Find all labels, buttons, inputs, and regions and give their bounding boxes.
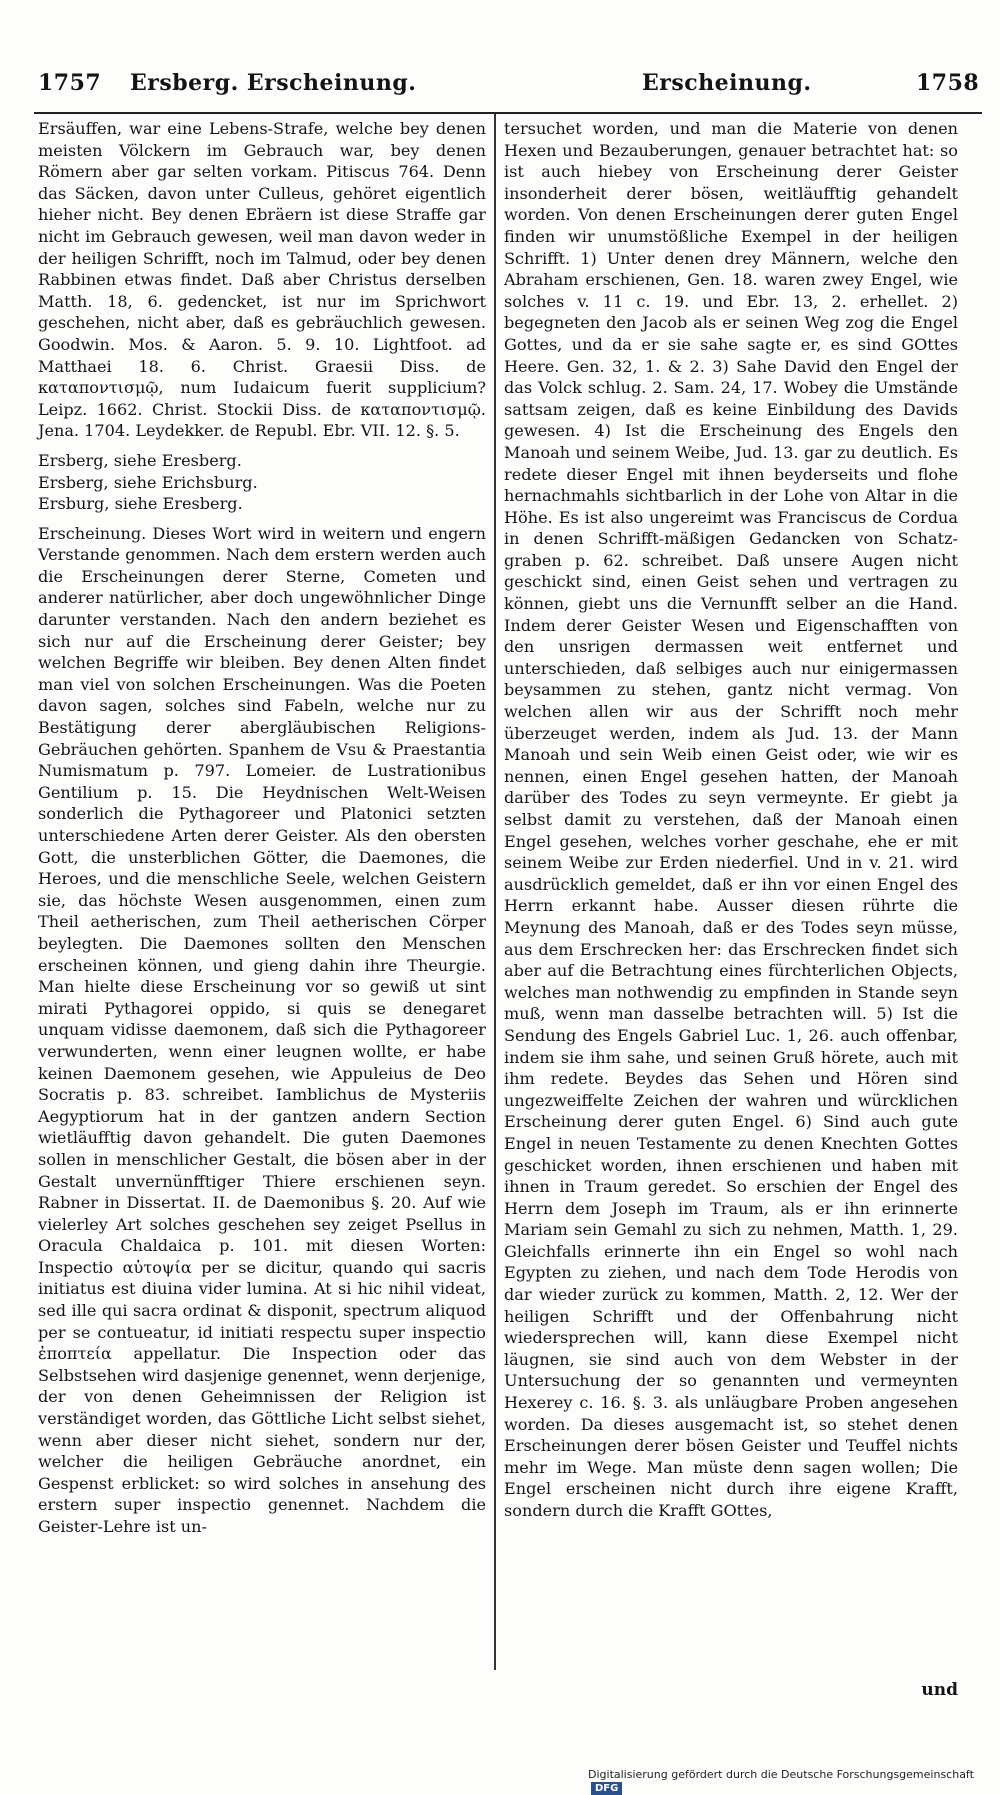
entry-erscheinung: Erscheinung. Dieses Wort wird in weitern und engern Verstande genommen. Nach dem erstern werden auch die Erscheinungen derer Sterne, Cometen und anderer natürlicher, aber doch ungewöhnlicher Dinge darunter verstanden. Nach den andern beziehet es sich nur auf die Erscheinung derer Geister; bey welchen Begriffe wir bleiben. Bey denen Alten findet man viel von solchen Erscheinungen. Was die Poeten davon sagen, solches sind Fabeln, welche nur zu Bestätigung derer abergläubischen Religions-Gebräuchen gehörten. Spanhem de Vsu & Praestantia Numismatum p. 797. Lomeier. de Lustrationibus Gentilium p. 15. Die Heydnischen Welt-Weisen sonderlich die Pythagoreer und Platonici setzten unterschiedene Arten derer Geister. Als den obersten Gott, die unsterblichen Götter, die Daemones, die Heroes, und die menschliche Seele, welchen Geistern sie, das höchste Wesen ausgenommen, einen zum Theil aetherischen, zum Theil aetherischen Cörper beylegten. Die Daemones sollten den Menschen erscheinen können, und gieng dahin ihre Theurgie. Man hielte diese Erscheinung vor so gewiß ut sint mirati Pythagorei oppido, si quis se denegaret unquam vidisse daemonem, daß sich die Pythagoreer verwunderten, wenn einer leugnen wollte, er habe keinen Daemonem gesehen, wie Appuleius de Deo Socratis p. 83. schreibet. Iamblichus de Mysteriis Aegyptiorum hat in der gantzen andern Section wietläufftig davon gehandelt. Die guten Daemones sollen in menschlicher Gestalt, die bösen aber in der Gestalt unvernünfftiger Thiere erschienen seyn. Rabner in Dissertat. II. de Daemonibus §. 20. Auf wie vielerley Art solches geschehen sey zeiget Psellus in Oracula Chaldaica p. 101. mit diesen Worten: Inspectio αὐτοψία per se dicitur, quando qui sacris initiatus est diuina vider lumina. At si hic nihil videat, sed ille qui sacra ordinat & disponit, spectrum aliquod per se contueatur, id initiati respectu super inspectio ἐποπτεία appellatur. Die Inspection oder das Selbstsehen wird dasjenige genennet, wenn derjenige, der von denen Geheimnissen der Religion ist verständiget worden, das Göttliche Licht selbst siehet, wenn aber dieser nicht siehet, sondern nur der, welcher die heiligen Gebräuche anordnet, ein Gespenst erblicket: so wird solches in ansehung des erstern super inspectio genennet. Nachdem die Geister-Lehre ist un-: [38, 523, 486, 1536]
footer-text: Digitalisierung gefördert durch die Deutsche Forschungsgemeinschaft: [588, 1768, 974, 1781]
dfg-logo: DFG: [591, 1782, 622, 1795]
entry-erscheinung-continued: tersuchet worden, und man die Materie von denen Hexen und Bezauberungen, genauer betrachtet hat: so ist auch hiebey von Erscheinung derer Geister insonderheit derer bösen, weitläufftig gehandelt worden. Von denen Erscheinungen derer guten Engel finden wir unumstößliche Exempel in der heiligen Schrifft. 1) Unter denen drey Männern, welche den Abraham erschienen, Gen. 18. waren zwey Engel, wie solches v. 11 c. 19. und Ebr. 13, 2. erhellet. 2) begegneten den Jacob als er seinen Weg zog die Engel Gottes, und da er sie sahe sagte er, es sind GOttes Heere. Gen. 32, 1. & 2. 3) Sahe David den Engel der das Volck schlug. 2. Sam. 24, 17. Wobey die Umstände sattsam zeigen, daß es keine Einbildung des Davids gewesen. 4) Ist die Erscheinung des Engels den Manoah und seinem Weibe, Jud. 13. gar zu deutlich. Es redete dieser Engel mit ihnen beyderseits und flohe hernachmahls sichtbarlich in der Lohe von Altar in die Höhe. Es ist also ungereimt was Franciscus de Cordua in denen Schrifft-mäßigen Gedancken von Schatz-graben p. 62. schreibet. Daß unsere Augen nicht geschickt sind, einen Geist sehen und vertragen zu können, giebt uns die Vernunfft selber an die Hand. Indem derer Geister Wesen und Eigenschafften von den unsrigen dermassen weit entfernet und unterschieden, daß selbiges auch nur einigermassen beysammen zu stehen, gantz nicht vermag. Von welchen allen wir aus der Schrifft noch mehr überzeuget werden, indem als Jud. 13. der Mann Manoah und sein Weib einen Geist oder, wie wir es nennen, einen Engel gesehen hatten, der Manoah darüber des Todes zu seyn vermeynte. Er giebt ja selbst damit zu verstehen, daß der Manoah einen Engel gesehen, welches vorher geschahe, ehe er mit seinem Weibe zur Erden niederfiel. Und in v. 21. wird ausdrücklich gemeldet, daß er ihn vor einen Engel des Herrn erkannt habe. Ausser diesen rührte die Meynung des Manoah, daß er des Todes seyn müsse, aus dem Erschrecken her: das Erschrecken findet sich aber auf die Betrachtung eines fürchterlichen Objects, welches man nothwendig zu empfinden in Stande seyn muß, wenn man dasselbe betrachten will. 5) Ist die Sendung des Engels Gabriel Luc. 1, 26. auch offenbar, indem sie ihm sahe, und seinen Gruß hörete, auch mit ihm redete. Beydes das Sehen und Hören sind ungezweiffelte Zeichen der wahren und würcklichen Erscheinung derer guten Engel. 6) Sind auch gute Engel in neuen Testamente zu denen Knechten Gottes geschicket worden, ihnen erschienen und haben mit ihnen in Traum geredet. So erschien der Engel des Herrn dem Joseph im Traum, als er ihn erinnerte Mariam sein Gemahl zu sich zu nehmen, Matth. 1, 29. Gleichfalls erinnerte ihn ein Engel so wohl nach Egypten zu ziehen, und nach dem Tode Herodis von dar wieder zurück zu kommen, Matth. 2, 12. Wer der heiligen Schrifft und der Offenbahrung nicht wiedersprechen will, kann diese Exempel nicht läugnen, sie sind auch von dem Webster in der Untersuchung der so genannten und vermeynten Hexerey c. 16. §. 3. als unläugbare Proben angesehen worden. Da dieses ausgemacht ist, so stehet denen Erscheinungen derer bösen Geister und Teuffel nichts mehr im Wege. Man müste denn sagen wollen; Die Engel erscheinen nicht durch ihre eigene Krafft, sondern durch die Krafft GOttes,: [504, 119, 958, 1520]
left-running-title: Ersberg. Erscheinung.: [130, 70, 417, 96]
entry-ersburg: Ersburg, siehe Eresberg.: [38, 494, 243, 514]
catchword: und: [921, 1680, 958, 1700]
entry-ersberg-2: Ersberg, siehe Erichsburg.: [38, 472, 258, 492]
right-column: [504, 118, 958, 1522]
column-divider: [494, 114, 496, 1670]
right-running-title: Erscheinung.: [642, 70, 812, 96]
entry-ersberg-1: Ersberg, siehe Eresberg.: [38, 450, 242, 470]
right-page-number: 1758: [916, 70, 980, 96]
header-rule: [34, 112, 982, 114]
left-column: [38, 118, 486, 1538]
left-page-number: 1757: [38, 70, 102, 96]
entry-ersaeuffen: Ersäuffen, war eine Lebens-Strafe, welche bey denen meisten Völckern im Gebrauch war, bey denen Römern aber gar selten vorkam. Pitiscus 764. Denn das Säcken, davon unter Culleus, gehöret eigentlich hieher nicht. Bey denen Ebräern ist diese Straffe gar nicht im Gebrauch gewesen, weil man davon weder in der heiligen Schrifft, noch im Talmud, oder bey denen Rabbinen etwas findet. Daß aber Christus derselben Matth. 18, 6. gedencket, ist nur im Sprichwort geschehen, nicht aber, daß es gebräuchlich gewesen. Goodwin. Mos. & Aaron. 5. 9. 10. Lightfoot. ad Matthaei 18. 6. Christ. Graesii Diss. de καταποντισμῷ, num Iudaicum fuerit supplicium? Leipz. 1662. Christ. Stockii Diss. de καταποντισμῷ. Jena. 1704. Leydekker. de Republ. Ebr. VII. 12. §. 5.: [38, 119, 486, 441]
